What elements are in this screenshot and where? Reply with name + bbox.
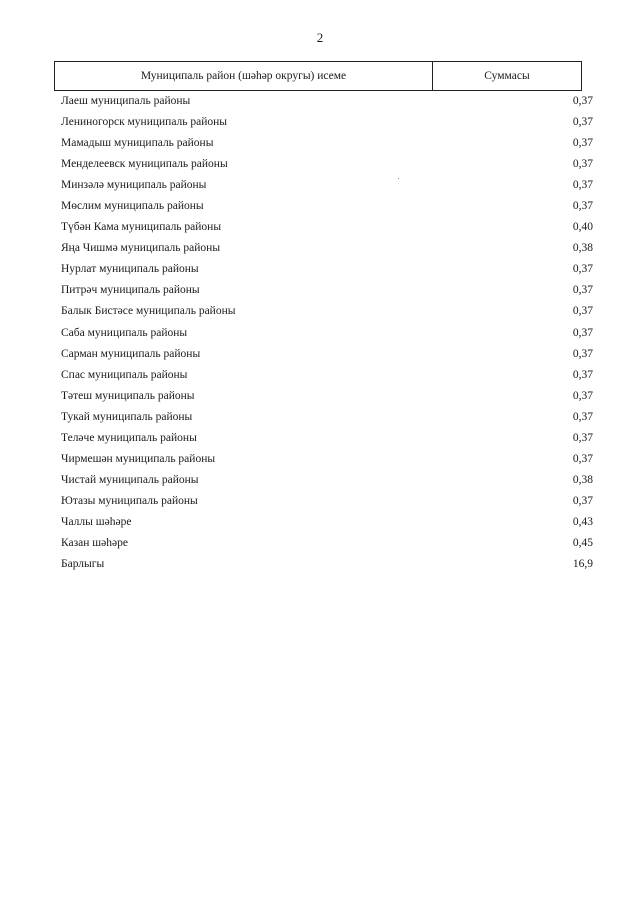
district-sum: 0,37 xyxy=(572,494,593,507)
table-row xyxy=(61,365,593,386)
district-sum: 0,37 xyxy=(572,305,593,318)
table-header xyxy=(54,61,582,91)
district-sum: 0,45 xyxy=(572,536,593,549)
district-name: Спас муниципаль районы xyxy=(61,368,188,381)
table-row xyxy=(61,386,593,407)
table-row xyxy=(61,133,593,154)
table-row xyxy=(61,301,593,322)
district-sum: 0,37 xyxy=(572,389,593,402)
district-sum: 0,40 xyxy=(572,221,593,234)
table-row xyxy=(61,217,593,238)
district-sum: 0,37 xyxy=(572,347,593,360)
table-row xyxy=(61,238,593,259)
column-header-sum: Суммасы xyxy=(484,70,530,82)
district-sum: 0,37 xyxy=(572,263,593,276)
table-row xyxy=(61,407,593,428)
district-name: Лаеш муниципаль районы xyxy=(61,95,191,107)
district-sum: 0,37 xyxy=(572,137,593,150)
district-name: Саба муниципаль районы xyxy=(61,326,188,339)
district-sum: 0,37 xyxy=(572,200,593,213)
district-sum: 16,9 xyxy=(572,558,593,571)
district-sum: 0,37 xyxy=(572,326,593,339)
table-row xyxy=(61,428,593,449)
scan-speck xyxy=(398,178,399,179)
district-name: Чистай муниципаль районы xyxy=(61,473,199,486)
district-name: Минзәлә муниципаль районы xyxy=(61,179,207,192)
column-header-name: Муниципаль район (шәһәр округы) исеме xyxy=(55,62,433,90)
district-name: Түбән Кама муниципаль районы xyxy=(61,221,222,234)
district-name: Менделеевск муниципаль районы xyxy=(61,158,228,171)
table-body xyxy=(61,91,593,575)
district-sum: 0,37 xyxy=(572,116,593,129)
table-row xyxy=(61,280,593,301)
district-sum: 0,43 xyxy=(572,515,593,528)
table-row xyxy=(61,554,593,575)
district-name: Ютазы муниципаль районы xyxy=(61,494,198,507)
district-name: Тәтеш муниципаль районы xyxy=(61,389,195,402)
table-row xyxy=(61,470,593,491)
district-name: Казан шәһәре xyxy=(61,536,128,549)
district-sum: 0,37 xyxy=(572,179,593,192)
district-sum: 0,37 xyxy=(572,452,593,465)
district-name: Тукай муниципаль районы xyxy=(61,410,193,423)
table-row xyxy=(61,449,593,470)
district-sum: 0,37 xyxy=(572,431,593,444)
district-sum: 0,37 xyxy=(572,368,593,381)
district-name: Сарман муниципаль районы xyxy=(61,347,201,360)
district-name: Лениногорск муниципаль районы xyxy=(61,116,228,129)
district-sum: 0,37 xyxy=(572,158,593,171)
district-name: Теләче муниципаль районы xyxy=(61,431,197,444)
table-row xyxy=(61,154,593,175)
table-row xyxy=(61,491,593,512)
table-row xyxy=(61,91,593,112)
table-row xyxy=(61,512,593,533)
district-name: Яңа Чишмә муниципаль районы xyxy=(61,242,221,255)
district-name: Мөслим муниципаль районы xyxy=(61,200,204,213)
district-sum: 0,38 xyxy=(572,473,593,486)
table-row xyxy=(61,175,593,196)
district-sum: 0,37 xyxy=(572,410,593,423)
district-name: Чаллы шәһәре xyxy=(61,515,132,528)
district-name: Балык Бистәсе муниципаль районы xyxy=(61,305,236,318)
table-row xyxy=(61,344,593,365)
district-name: Питрәч муниципаль районы xyxy=(61,284,200,297)
table-row xyxy=(61,323,593,344)
table-row xyxy=(61,533,593,554)
district-name: Барлыгы xyxy=(61,558,105,571)
district-sum: 0,38 xyxy=(572,242,593,255)
district-name: Нурлат муниципаль районы xyxy=(61,263,199,276)
district-name: Мамадыш муниципаль районы xyxy=(61,137,214,150)
district-sum: 0,37 xyxy=(572,95,593,107)
table-row xyxy=(61,112,593,133)
page-number: 2 xyxy=(316,30,324,45)
district-name: Чирмешән муниципаль районы xyxy=(61,452,216,465)
table-row xyxy=(61,196,593,217)
table-row xyxy=(61,259,593,280)
district-sum: 0,37 xyxy=(572,284,593,297)
